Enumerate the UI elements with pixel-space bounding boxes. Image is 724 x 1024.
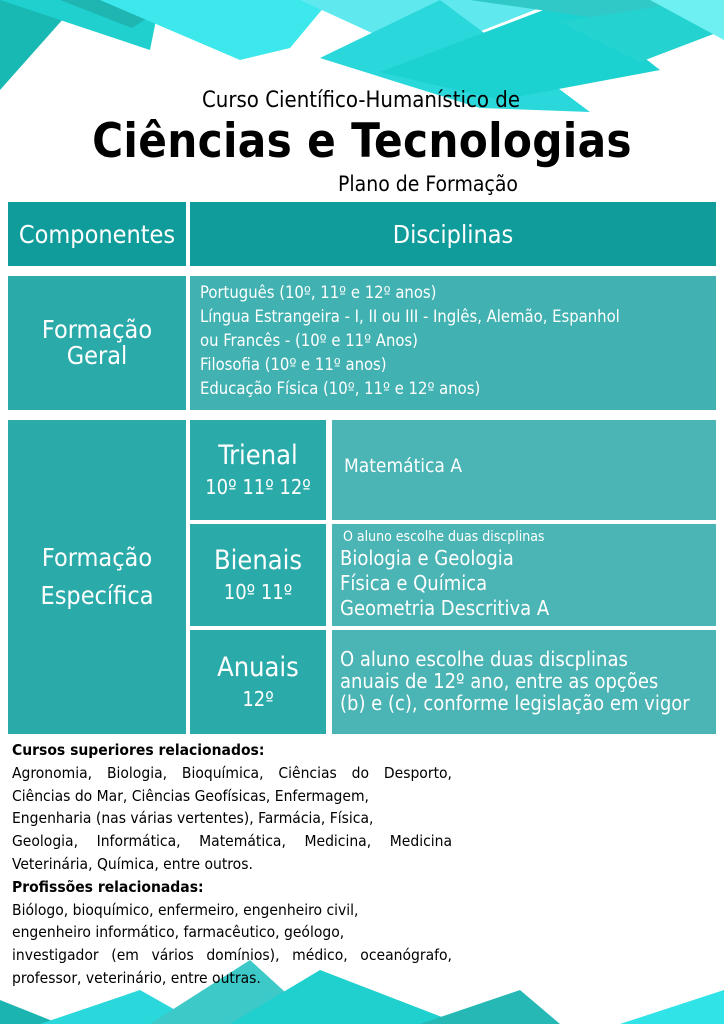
cursos-line: Engenharia (nas várias vertentes), Farmácia, Física,	[12, 809, 374, 828]
anuais-content	[332, 630, 716, 734]
header-disciplinas: Disciplinas	[190, 202, 716, 266]
page-title: Ciências e Tecnologias	[92, 114, 632, 169]
cursos-line: Veterinária, Química, entre outros.	[12, 854, 253, 873]
profissoes-line: professor, veterinário, entre outras.	[12, 968, 261, 987]
anuais-name: Anuais	[217, 652, 299, 683]
cursos-line: Geologia, Informática, Matemática, Medicina, Medicina	[12, 832, 452, 851]
anuais-cell	[190, 630, 326, 734]
header-componentes: Componentes	[8, 202, 186, 266]
profissoes-heading: Profissões relacionadas:	[12, 877, 204, 896]
related-info	[12, 739, 452, 990]
formacao-especifica-label-2: Específica	[40, 581, 154, 610]
list-item: Educação Física (10º, 11º e 12º anos)	[200, 379, 481, 398]
anuais-line: O aluno escolhe duas discplinas	[340, 647, 628, 671]
bienais-note: O aluno escolhe duas discplinas	[343, 529, 545, 545]
formacao-geral-disciplinas	[190, 276, 716, 410]
formacao-geral-label-2: Geral	[66, 341, 128, 370]
profissoes-line: Biólogo, bioquímico, enfermeiro, engenheiro civil,	[12, 900, 359, 919]
course-type: Curso Científico-Humanístico de	[201, 88, 520, 113]
bienais-cell	[190, 524, 326, 626]
cursos-heading: Cursos superiores relacionados:	[12, 741, 265, 759]
list-item: Língua Estrangeira - I, II ou III - Inglês, Alemão, Espanhol	[200, 307, 620, 326]
trienal-name: Trienal	[218, 440, 298, 471]
profissoes-line: engenheiro informático, farmacêutico, geólogo,	[12, 923, 345, 942]
list-item: Biologia e Geologia	[340, 546, 514, 570]
anuais-line: (b) e (c), conforme legislação em vigor	[340, 691, 690, 715]
trienal-cell	[190, 420, 326, 520]
formacao-especifica-label-1: Formação	[41, 543, 153, 572]
cursos-line: Agronomia, Biologia, Bioquímica, Ciências do Desporto,	[12, 763, 452, 782]
page-subtitle: Plano de Formação	[338, 172, 518, 196]
bienais-years: 10º 11º	[223, 580, 293, 604]
list-item: Geometria Descritiva A	[340, 596, 550, 620]
anuais-years: 12º	[242, 687, 274, 711]
list-item: ou Francês - (10º e 11º Anos)	[200, 331, 418, 350]
formacao-geral-label-1: Formação	[41, 315, 153, 344]
cursos-line: Ciências do Mar, Ciências Geofísicas, Enfermagem,	[12, 786, 369, 805]
component-formacao-especifica	[8, 420, 186, 734]
list-item: Português (10º, 11º e 12º anos)	[200, 283, 437, 302]
list-item: Física e Química	[340, 571, 488, 595]
component-formacao-geral	[8, 276, 186, 410]
bienais-content	[332, 524, 716, 626]
bienais-name: Bienais	[213, 545, 303, 576]
trienal-years: 10º 11º 12º	[205, 475, 311, 499]
anuais-line: anuais de 12º ano, entre as opções	[340, 669, 659, 693]
list-item: Filosofia (10º e 11º anos)	[200, 355, 387, 374]
trienal-content: Matemática A	[332, 420, 716, 520]
profissoes-line: investigador (em vários domínios), médico, oceanógrafo,	[12, 946, 452, 965]
